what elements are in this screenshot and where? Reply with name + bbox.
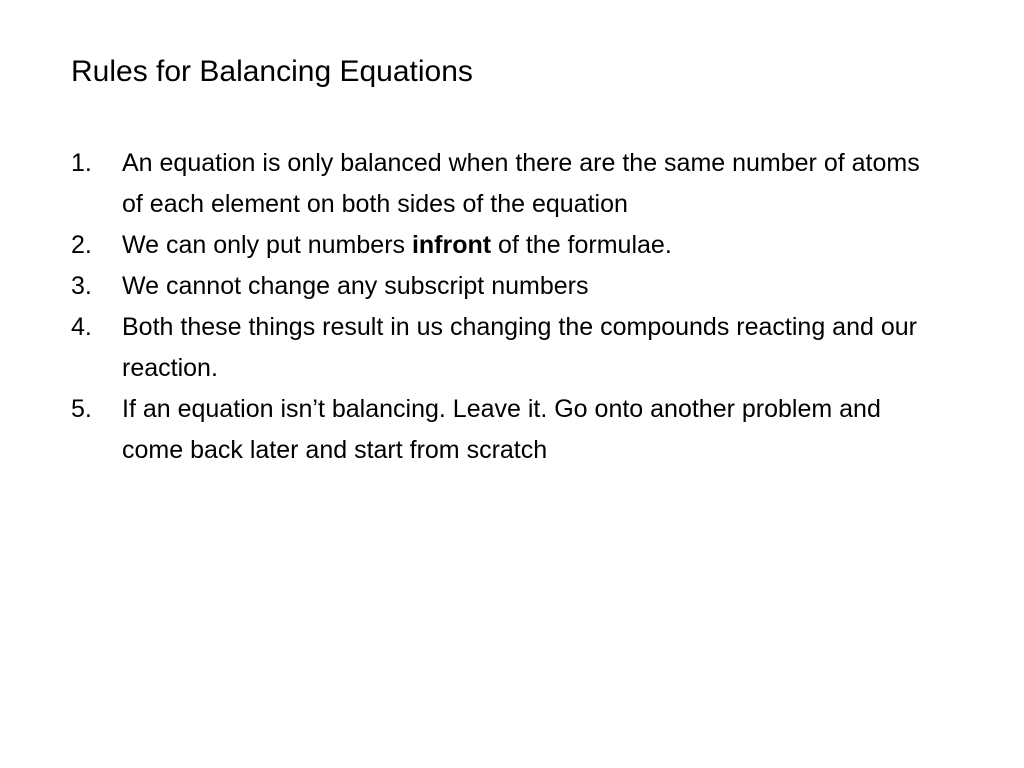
rule-number: 2. xyxy=(71,231,92,259)
rule-item xyxy=(71,307,931,389)
rule-text-after: of the formulae. xyxy=(491,231,672,259)
rule-number: 1. xyxy=(71,149,92,177)
rule-item xyxy=(71,266,931,307)
rule-text-before: We can only put numbers xyxy=(122,231,412,259)
rules-list xyxy=(71,143,931,471)
rule-number: 4. xyxy=(71,313,92,341)
rule-text: If an equation isn’t balancing. Leave it. Go onto another problem and come back later and start from scratch xyxy=(122,395,881,464)
rule-text xyxy=(122,225,931,266)
rule-text-bold: infront xyxy=(411,231,492,259)
rule-number: 5. xyxy=(71,395,92,423)
rule-number: 3. xyxy=(71,272,92,300)
rule-item xyxy=(71,389,931,471)
rule-item xyxy=(71,143,931,225)
rule-text: An equation is only balanced when there are the same number of atoms of each element on both sides of the equation xyxy=(122,149,920,218)
rule-text: We cannot change any subscript numbers xyxy=(122,272,589,300)
rule-item xyxy=(71,225,931,266)
slide-title: Rules for Balancing Equations xyxy=(71,55,473,88)
rule-text: Both these things result in us changing the compounds reacting and our reaction. xyxy=(122,313,917,382)
